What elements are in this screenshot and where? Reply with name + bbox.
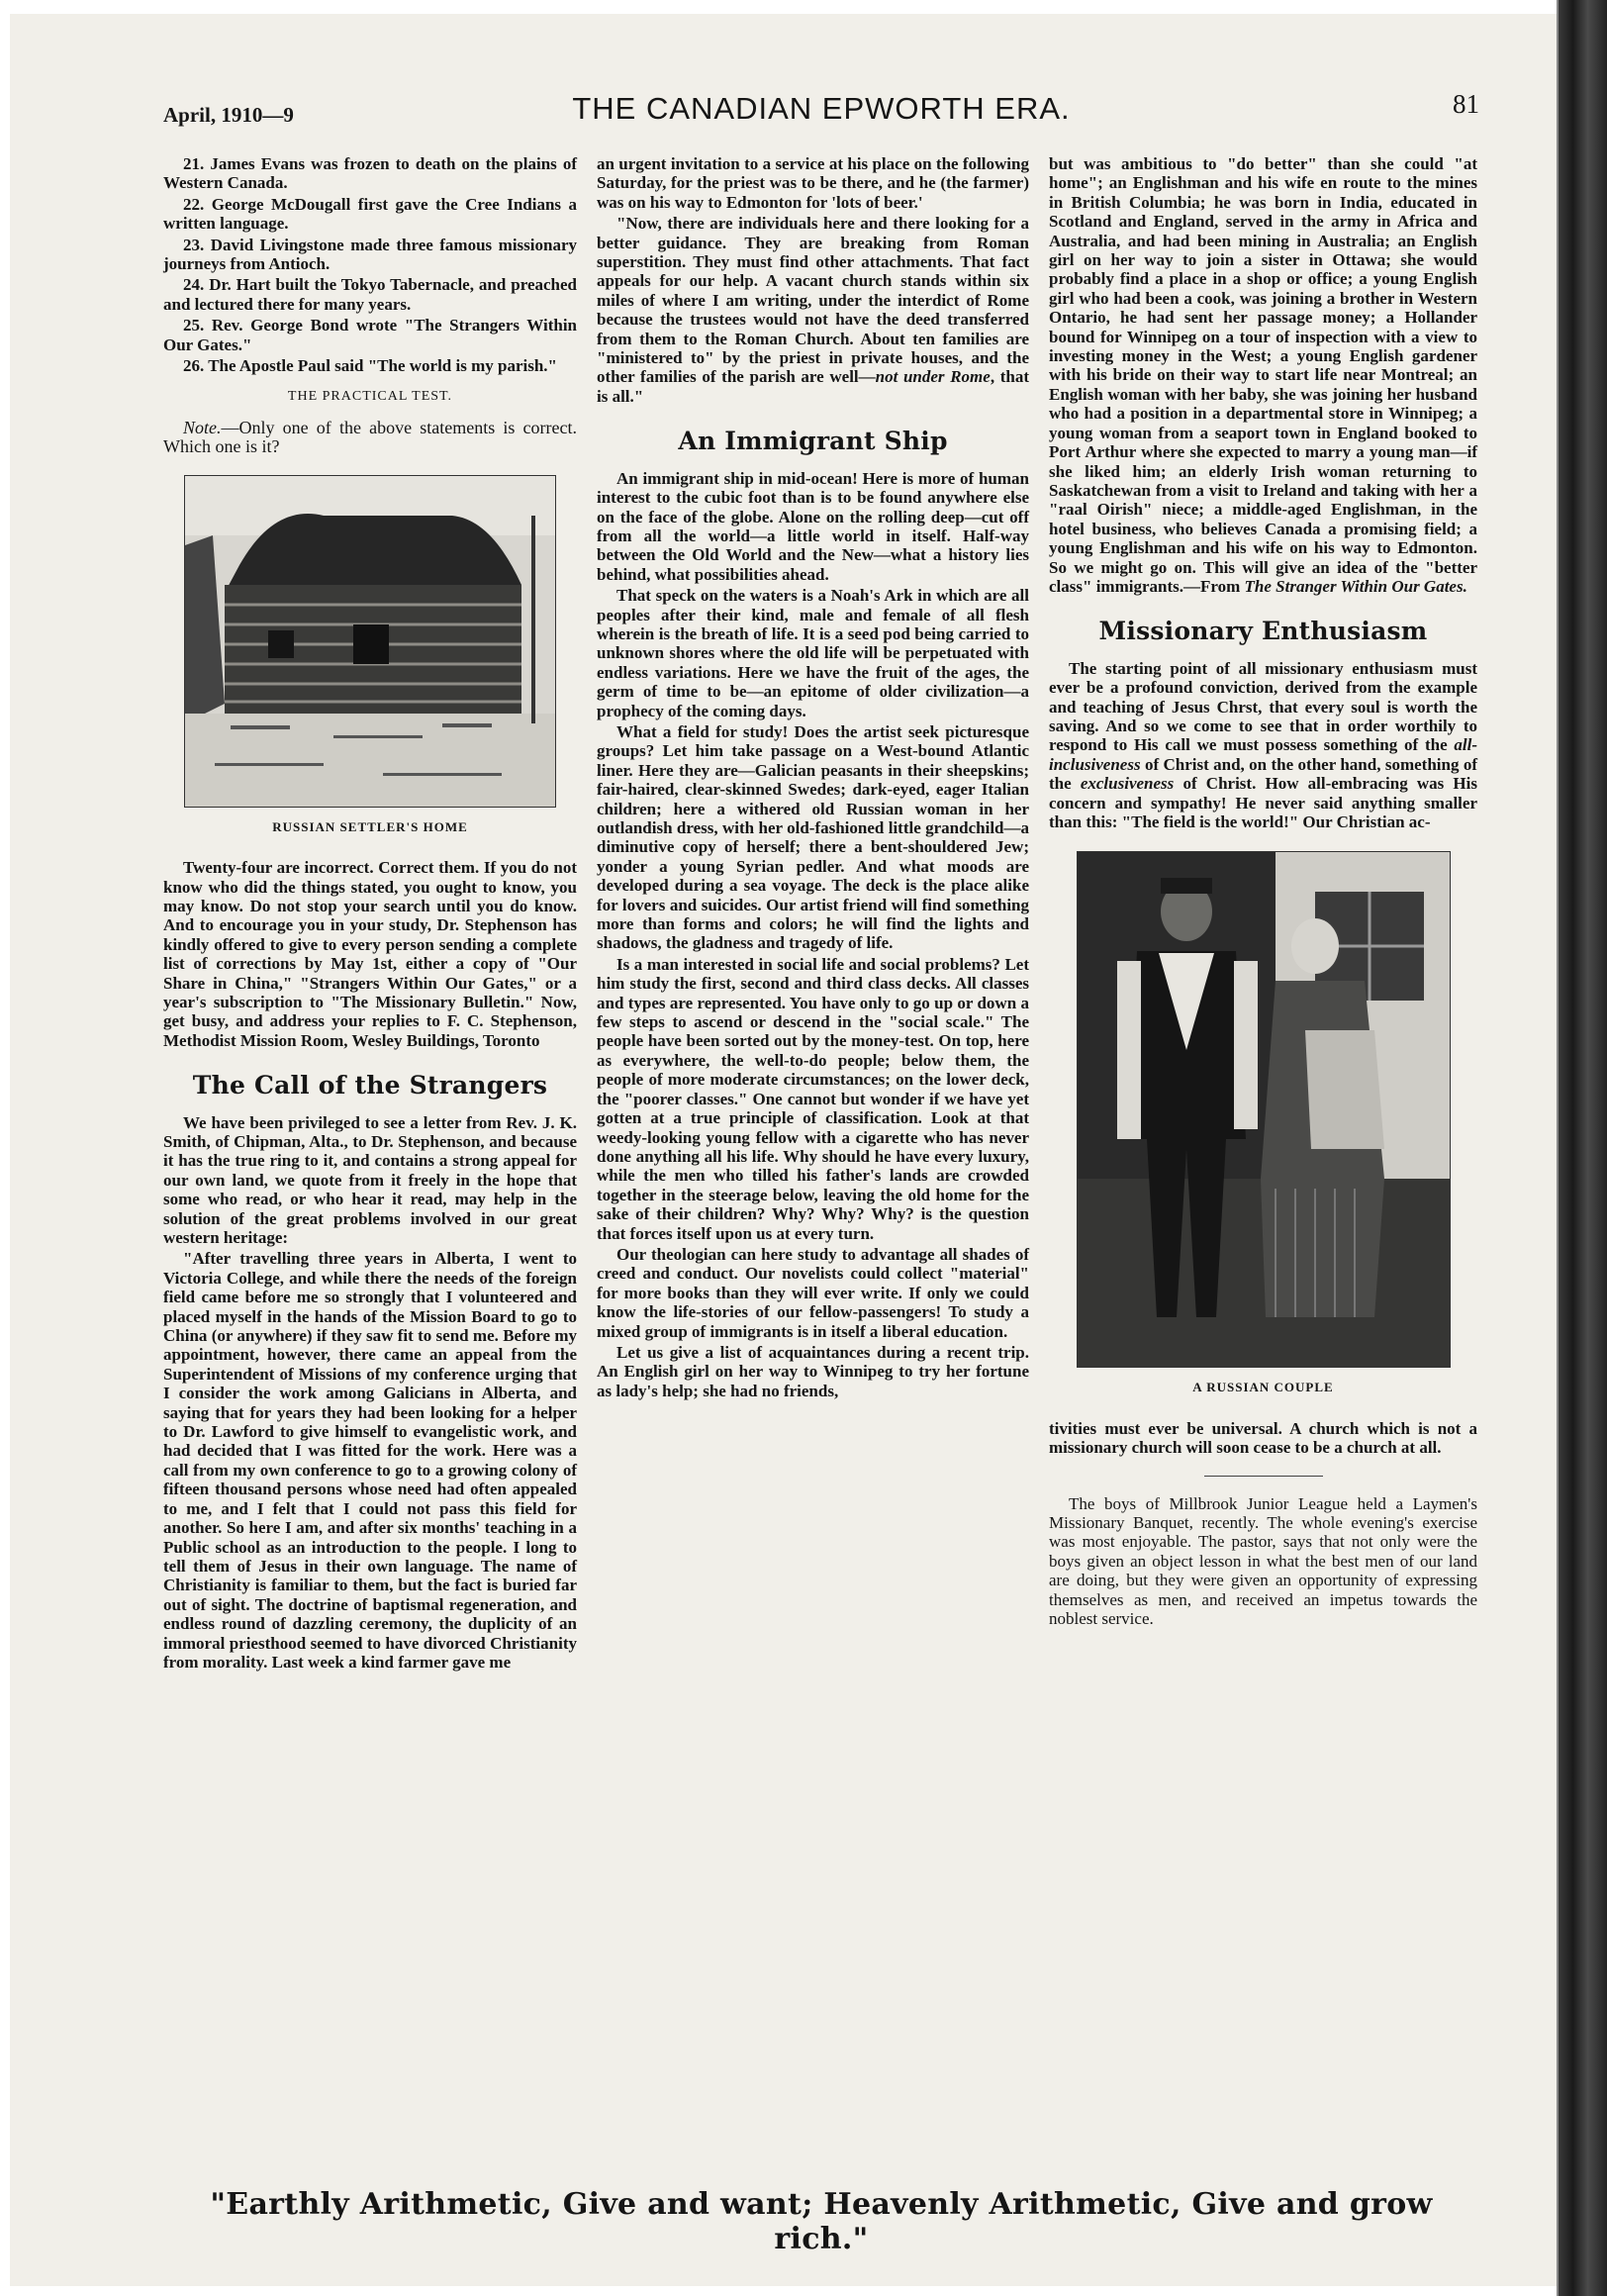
source-citation: The Stranger Within Our Gates. <box>1244 576 1467 596</box>
footer-motto: "Earthly Arithmetic, Give and want; Heavenly Arithmetic, Give and grow rich." <box>210 2187 1433 2256</box>
letter-emphasis: not under Rome <box>875 367 991 387</box>
enthusiasm-text-end: of Christ. How all-embracing was His concern and sympathy! He never said anything smaller than this: "The field is the world!" Our Christian ac- <box>1049 774 1477 831</box>
acquaintances-paragraph <box>1049 154 1477 596</box>
section-divider <box>1204 1476 1323 1477</box>
note-text: —Only one of the above statements is correct. Which one is it? <box>163 417 577 457</box>
russian-couple-photo <box>1077 851 1451 1368</box>
page-number: 81 <box>1453 89 1479 119</box>
list-item: 21. James Evans was frozen to death on the plains of Western Canada. <box>163 154 577 193</box>
missionary-enthusiasm-heading: Missionary Enthusiasm <box>1098 617 1428 646</box>
publication-title: THE CANADIAN EPWORTH ERA. <box>572 91 1071 126</box>
practical-test-heading: THE PRACTICAL TEST. <box>287 389 453 405</box>
ship-paragraph-2: That speck on the waters is a Noah's Ark in which are all peoples after their kind, male and female of all flesh wherein is the breath of life. It is a seed pod being carried to unknown shores where the old life will be perpetuated with endless variations. Here we have the fruit of the ages, the germ of time to be—an epitome of older civilization—a prophecy of the coming days. <box>597 586 1029 720</box>
ship-paragraph-4: Is a man interested in social life and social problems? Let him study the first, second and third class decks. All classes and types are represented. You have only to go up or down a few steps to ascend or descend in the "social scale." The people have been sorted out by the money-test. On top, here as everywhere, the well-to-do people; below them, the people of more moderate circumstances; on the lower deck, the "poorer classes." One cannot but wonder if we have yet gotten at a true principle of classification. Look at that weedy-looking young fellow with a cigarette who has never done anything all his life. Why should he have every luxury, while the men who tilled his father's lands are crowded together in the steerage below, leaving the old home for the sake of their children? Why? Why? Why? is the question that forces itself upon us at every turn. <box>597 954 1029 1243</box>
letter-text: "Now, there are individuals here and there looking for a better guidance. They are breaking from Roman superstition. They must find other attachments. That fact appeals for our help. A vacant church stands within six miles of where I am writing, under the interdict of Rome because the trustees would not have the deed transferred from them to the Roman Church. About ten families are "ministered to" by the priest in private houses, and the other families of the parish are well— <box>597 214 1029 387</box>
column-2 <box>597 154 1029 1402</box>
call-of-strangers-heading: The Call of the Strangers <box>192 1071 548 1100</box>
corrections-paragraph: Twenty-four are incorrect. Correct them. If you do not know who did the things stated, you ought to know, you may know. Do not stop your search until you do know. And to encourage you in your study, Dr. Stephenson has kindly offered to give to every person sending a complete list of corrections by May 1st, either a copy of "Our Share in China," "Strangers Within Our Gates," or a year's subscription to "The Missionary Bulletin." Now, get busy, and address your replies to F. C. Stephenson, Methodist Mission Room, Wesley Buildings, Toronto <box>163 858 577 1050</box>
letter-paragraph <box>597 214 1029 406</box>
ship-paragraph-5: Our theologian can here study to advantage all shades of creed and conduct. Our novelists could collect "material" for more books than they will ever write. If only we could know the life-stories of our fellow-passengers! To study a mixed group of immigrants is in itself a liberal education. <box>597 1244 1029 1341</box>
letter-continued: an urgent invitation to a service at his place on the following Saturday, for the priest was to be there, and he (the farmer) was on his way to Edmonton for 'lots of beer.' <box>597 154 1029 212</box>
acquaintances-text: but was ambitious to "do better" than she could "at home"; an Englishman and his wife en route to the mines in British Columbia; he was born in India, educated in Scotland and England, served in the army in Africa and Australia, and had been mining in Australia; an English girl on her way to join a sister in Ottawa; she would probably find a place in a shop or office; a young English girl who had been a cook, was joining a brother in Western Ontario, he had sent her passage money; a Hollander bound for Winnipeg on a tour of inspection with a view to investing money in the West; a young English gardener with his bride on their way to start life near Montreal; an English woman with her baby, she was joining her husband who had a position in a departmental store in Winnipeg; a young woman from a seaport town in England booked to Port Arthur where she expected to marry a young man—if she liked him; an elderly Irish woman returning to Saskatchewan from a visit to Ireland and taking with her a "raal Oirish" niece; a middle-aged Englishman, in the hotel business, who believes Canada a promising field; a young Englishman and his wife on his way to Edmonton. So we might go on. This will give an idea of the "better class" immigrants.—From <box>1049 154 1477 596</box>
ship-paragraph-3: What a field for study! Does the artist seek picturesque groups? Let him take passage on a West-bound Atlantic liner. Here they are—Galician peasants in their sheepskins; fair-haired, clear-skinned Swedes; dark-eyed, eager Italian children; here a withered old Russian woman in her outlandish dress, with her old-fashioned little grandchild—a diminutive copy of herself; there a bent-shouldered Jew; yonder a young Syrian pedler. And what moods are developed during a sea voyage. The deck is the place alike for lovers and suicides. Our artist friend will find something more than forms and colors; he will find the lights and shadows, the gladness and tragedy of life. <box>597 721 1029 953</box>
list-item: 24. Dr. Hart built the Tokyo Tabernacle, and preached and lectured there for many years. <box>163 275 577 314</box>
newspaper-page <box>10 14 1568 2286</box>
list-item: 23. David Livingstone made three famous missionary journeys from Antioch. <box>163 235 577 274</box>
column-1 <box>163 154 577 1674</box>
note-label: Note. <box>183 417 222 437</box>
emphasis-inclusiveness: all-inclusiveness <box>1049 735 1477 774</box>
book-binding <box>1559 0 1607 2296</box>
enthusiasm-paragraph <box>1049 659 1477 832</box>
letter-text-end: , that is all." <box>597 367 1029 406</box>
settler-home-photo <box>184 475 556 808</box>
settler-home-image <box>185 476 555 807</box>
emphasis-exclusiveness: exclusiveness <box>1080 774 1175 794</box>
issue-date: April, 1910—9 <box>163 103 294 127</box>
russian-couple-caption: A RUSSIAN COUPLE <box>1192 1380 1334 1395</box>
list-item: 25. Rev. George Bond wrote "The Strangers Within Our Gates." <box>163 316 577 354</box>
immigrant-ship-heading: An Immigrant Ship <box>678 427 948 456</box>
call-paragraph-1: We have been privileged to see a letter from Rev. J. K. Smith, of Chipman, Alta., to Dr. Stephenson, and because it has the true ring to it, and contains a strong appeal for our own land, we quote from it freely in the hope that some who read, or who hear it read, may help in the solution of the great problems involved in our great western heritage: <box>163 1112 577 1247</box>
settler-home-caption: RUSSIAN SETTLER'S HOME <box>272 818 468 834</box>
call-paragraph-2: "After travelling three years in Alberta, I went to Victoria College, and while there the needs of the foreign field came before me so strongly that I volunteered and placed myself in the hands of the Mission Board to go to China (or anywhere) if they saw fit to send me. Before my appointment, however, there came an appeal from the Superintendent of Missions of my conference urging that I consider the work among Galicians in Alberta, and saying that for years they had been looking for a helper to Dr. Lawford to give himself to evangelistic work, and had decided that I was fitted for the work. Here was a call from my own conference to go to a growing colony of fifteen thousand persons whose need had often appealed to me, and I felt that I could not pass this field for another. So here I am, and after six months' teaching in a Public school as an introduction to the people. I long to tell them of Jesus in their own language. The name of Christianity is familiar to them, but the fact is buried far out of sight. The doctrine of baptismal regeneration, and endless round of dazzling ceremony, the duplicity of an immoral priesthood seemed to have divorced Christianity from morality. Last week a kind farmer gave me <box>163 1249 577 1672</box>
note-paragraph <box>163 419 577 457</box>
page-header <box>163 85 1479 135</box>
enthusiasm-continued: tivities must ever be universal. A church which is not a missionary church will soon cease to be a church at all. <box>1049 1418 1477 1458</box>
list-item: 22. George McDougall first gave the Cree Indians a written language. <box>163 194 577 234</box>
enthusiasm-text: The starting point of all missionary enthusiasm must ever be a profound conviction, derived from the example and teaching of Jesus Chrst, that every soul is worth the saving. And so we come to see that in order worthily to respond to His call we must possess something of the <box>1049 658 1477 755</box>
list-item: 26. The Apostle Paul said "The world is my parish." <box>183 356 557 376</box>
ship-paragraph-6: Let us give a list of acquaintances during a recent trip. An English girl on her way to Winnipeg to try her fortune as lady's help; she had no friends, <box>597 1342 1029 1400</box>
junior-league-paragraph: The boys of Millbrook Junior League held a Laymen's Missionary Banquet, recently. The whole evening's exercise was most enjoyable. The pastor, says that not only were the boys given an object lesson in what the best men of our land are doing, but they were given an opportunity of expressing themselves as men, and received an impetus towards the noblest service. <box>1049 1493 1477 1629</box>
column-3 <box>1049 154 1477 1630</box>
ship-paragraph-1: An immigrant ship in mid-ocean! Here is more of human interest to the cubic foot than is to be found anywhere else on the face of the globe. Alone on the rolling deep—cut off from all the world—a little world in itself. Half-way between the Old World and the New—what a history lies behind, what possibilities ahead. <box>597 468 1029 584</box>
russian-couple-image <box>1078 852 1450 1367</box>
enthusiasm-text-mid: of Christ and, on the other hand, something of the <box>1049 754 1477 794</box>
